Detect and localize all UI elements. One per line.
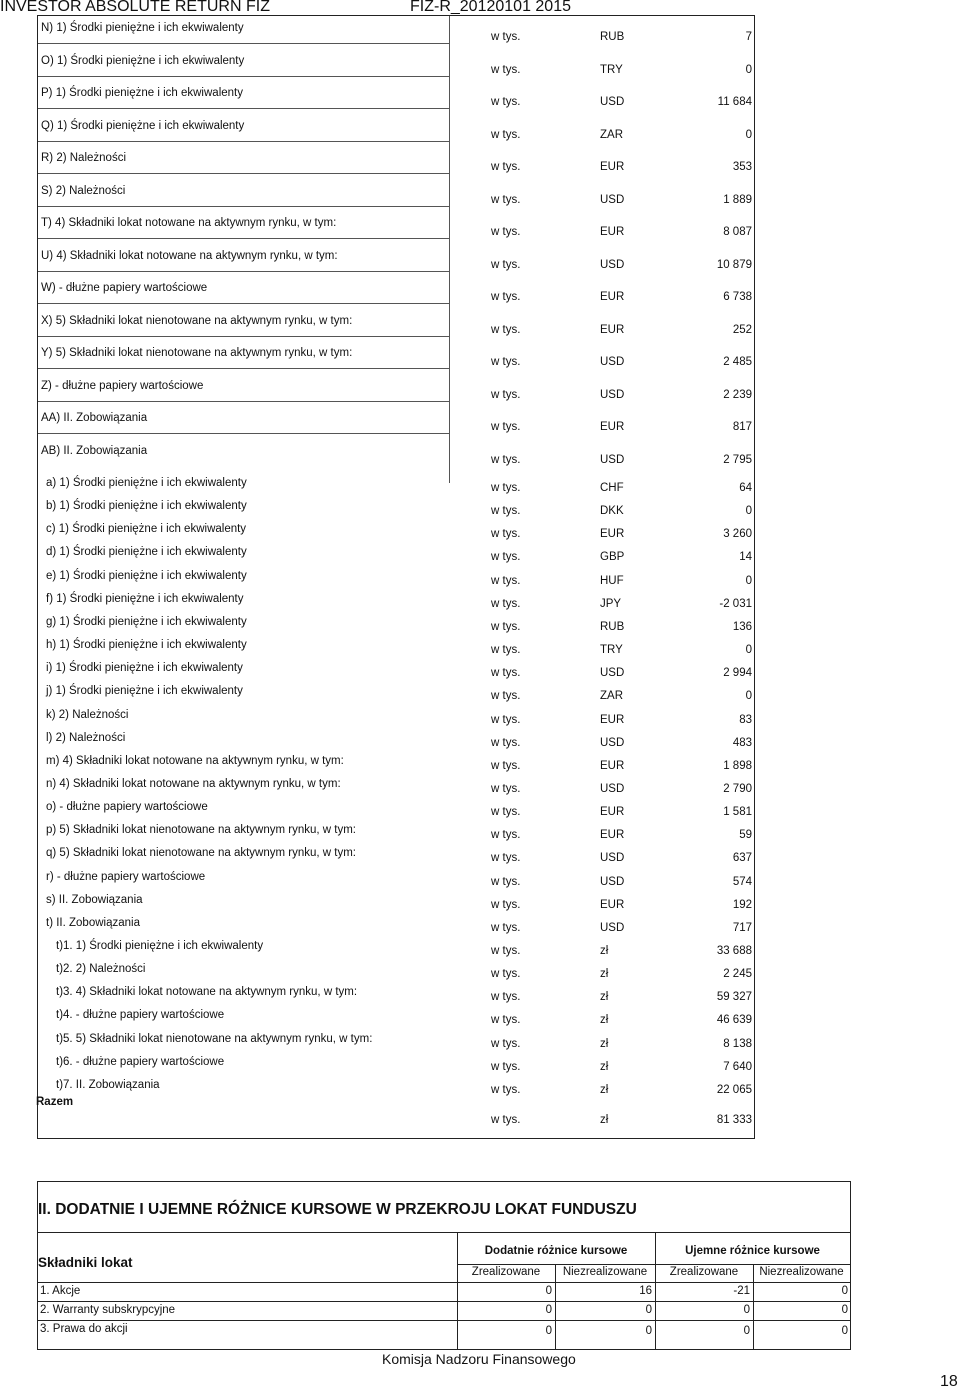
value-cell: 33 688 bbox=[716, 945, 752, 957]
value-cell: 7 640 bbox=[723, 1060, 752, 1073]
value-cell: 8 087 bbox=[723, 226, 752, 238]
currency-cell: zł bbox=[600, 991, 609, 1004]
cell-value: 0 bbox=[743, 1304, 750, 1316]
subheader-unrealized-negative: Niezrealizowane bbox=[759, 1266, 844, 1278]
value-cell: 0 bbox=[745, 690, 752, 703]
row-label: t)3. 4) Składniki lokat notowane na aktywnym rynku, w tym: bbox=[56, 986, 358, 999]
value-cell: 1 898 bbox=[723, 759, 752, 772]
row-label: p) 5) Składniki lokat nienotowane na aktywnym rynku, w tym: bbox=[46, 824, 356, 837]
value-cell: 22 065 bbox=[716, 1083, 752, 1096]
currency-cell: EUR bbox=[600, 323, 625, 336]
row-label: 2. Warranty subskrypcyjne bbox=[40, 1304, 176, 1316]
unit-cell: w tys. bbox=[491, 736, 521, 749]
row-divider bbox=[38, 238, 449, 239]
page-number: 18 bbox=[940, 1373, 958, 1390]
row-label: P) 1) Środki pieniężne i ich ekwiwalenty bbox=[41, 87, 243, 99]
row-label: t)2. 2) Należności bbox=[56, 963, 146, 976]
currency-cell: EUR bbox=[600, 161, 625, 173]
unit-cell: w tys. bbox=[491, 968, 521, 981]
unit-cell: w tys. bbox=[491, 1060, 521, 1073]
row-label: t)1. 1) Środki pieniężne i ich ekwiwalenty bbox=[56, 940, 264, 952]
section-title: II. DODATNIE I UJEMNE RÓŻNICE KURSOWE W PRZEKROJU LOKAT FUNDUSZU bbox=[38, 1201, 637, 1218]
cell-value: 0 bbox=[545, 1325, 552, 1337]
row-divider bbox=[38, 401, 449, 402]
currency-cell: zł bbox=[600, 1037, 609, 1050]
currency-cell: USD bbox=[600, 258, 625, 271]
cell-value: 0 bbox=[841, 1285, 848, 1297]
currency-cell: EUR bbox=[600, 291, 625, 303]
unit-cell: w tys. bbox=[491, 291, 521, 303]
value-cell: 7 bbox=[745, 31, 752, 43]
row-label: O) 1) Środki pieniężne i ich ekwiwalenty bbox=[41, 54, 245, 67]
value-cell: 2 994 bbox=[723, 667, 752, 680]
currency-cell: USD bbox=[600, 96, 625, 108]
value-cell: 2 245 bbox=[723, 968, 752, 981]
row-divider bbox=[38, 43, 449, 44]
cell-value: 16 bbox=[639, 1285, 652, 1297]
value-cell: 817 bbox=[732, 421, 752, 433]
unit-cell: w tys. bbox=[491, 528, 521, 541]
currency-cell: CHF bbox=[600, 482, 624, 494]
unit-cell: w tys. bbox=[491, 644, 521, 657]
row-label: S) 2) Należności bbox=[41, 184, 126, 197]
row-label: g) 1) Środki pieniężne i ich ekwiwalenty bbox=[46, 615, 247, 628]
currency-cell: DKK bbox=[600, 505, 624, 518]
value-cell: 59 327 bbox=[716, 991, 752, 1004]
unit-cell: w tys. bbox=[491, 1114, 521, 1126]
report-id-header: FIZ-R_20120101 2015 bbox=[410, 0, 571, 15]
value-cell: 483 bbox=[732, 736, 752, 749]
unit-cell: w tys. bbox=[491, 667, 521, 680]
row-label: l) 2) Należności bbox=[46, 731, 126, 744]
row-label: t)4. - dłużne papiery wartościowe bbox=[56, 1009, 225, 1022]
value-cell: 252 bbox=[732, 323, 752, 336]
value-cell: 81 333 bbox=[716, 1114, 752, 1126]
currency-cell: USD bbox=[600, 782, 625, 795]
cell-value: 0 bbox=[645, 1325, 652, 1337]
row-label: X) 5) Składniki lokat nienotowane na aktywnym rynku, w tym: bbox=[41, 314, 353, 327]
currency-cell: JPY bbox=[600, 597, 622, 610]
value-cell: 59 bbox=[739, 829, 752, 842]
unit-cell: w tys. bbox=[491, 1037, 521, 1050]
row-label: U) 4) Składniki lokat notowane na aktywnym rynku, w tym: bbox=[41, 249, 338, 262]
unit-cell: w tys. bbox=[491, 356, 521, 368]
unit-cell: w tys. bbox=[491, 690, 521, 703]
value-cell: 1 581 bbox=[723, 806, 752, 819]
currency-breakdown-table bbox=[37, 15, 755, 1139]
value-cell: 0 bbox=[745, 505, 752, 518]
row-label: i) 1) Środki pieniężne i ich ekwiwalenty bbox=[46, 662, 243, 675]
unit-cell: w tys. bbox=[491, 421, 521, 433]
row-label: r) - dłużne papiery wartościowe bbox=[46, 870, 206, 883]
row-label: AA) II. Zobowiązania bbox=[41, 412, 148, 424]
currency-cell: USD bbox=[600, 356, 625, 368]
row-divider bbox=[38, 76, 449, 77]
table-line bbox=[38, 1301, 850, 1302]
row-label: s) II. Zobowiązania bbox=[46, 893, 143, 906]
value-cell: 0 bbox=[745, 644, 752, 657]
unit-cell: w tys. bbox=[491, 226, 521, 238]
row-label: e) 1) Środki pieniężne i ich ekwiwalenty bbox=[46, 569, 247, 582]
currency-cell: zł bbox=[600, 1083, 609, 1096]
currency-cell: zł bbox=[600, 1014, 609, 1027]
currency-cell: USD bbox=[600, 193, 625, 206]
value-cell: 46 639 bbox=[716, 1014, 752, 1027]
value-cell: 136 bbox=[732, 620, 752, 633]
currency-cell: USD bbox=[600, 453, 625, 466]
currency-cell: EUR bbox=[600, 759, 625, 772]
unit-cell: w tys. bbox=[491, 505, 521, 518]
row-divider bbox=[38, 271, 449, 272]
row-header: Składniki lokat bbox=[38, 1255, 133, 1270]
row-divider bbox=[38, 303, 449, 304]
value-cell: 574 bbox=[732, 875, 752, 888]
currency-cell: USD bbox=[600, 667, 625, 680]
row-label: N) 1) Środki pieniężne i ich ekwiwalenty bbox=[41, 22, 244, 34]
currency-cell: EUR bbox=[600, 421, 625, 433]
value-cell: 8 138 bbox=[723, 1037, 752, 1050]
unit-cell: w tys. bbox=[491, 921, 521, 934]
value-cell: 14 bbox=[739, 551, 752, 564]
value-cell: 64 bbox=[739, 482, 752, 494]
value-cell: 637 bbox=[732, 852, 752, 865]
unit-cell: w tys. bbox=[491, 388, 521, 401]
value-cell: 2 485 bbox=[723, 356, 752, 368]
cell-value: 0 bbox=[645, 1304, 652, 1316]
table-line bbox=[38, 1320, 850, 1321]
table-line bbox=[38, 1232, 850, 1233]
unit-cell: w tys. bbox=[491, 193, 521, 206]
row-label: 3. Prawa do akcji bbox=[40, 1323, 128, 1335]
col-group-negative: Ujemne różnice kursowe bbox=[685, 1245, 820, 1257]
row-divider bbox=[38, 206, 449, 207]
subheader-unrealized-positive: Niezrealizowane bbox=[562, 1266, 648, 1278]
row-label: 1. Akcje bbox=[40, 1285, 81, 1297]
cell-value: 0 bbox=[545, 1304, 552, 1316]
unit-cell: w tys. bbox=[491, 852, 521, 865]
subheader-realized-negative: Zrealizowane bbox=[669, 1266, 739, 1278]
value-cell: 83 bbox=[739, 713, 752, 726]
cell-value: 0 bbox=[743, 1325, 750, 1337]
currency-cell: USD bbox=[600, 736, 625, 749]
table-line bbox=[38, 1282, 850, 1283]
currency-cell: USD bbox=[600, 852, 625, 865]
currency-cell: USD bbox=[600, 921, 625, 934]
unit-cell: w tys. bbox=[491, 829, 521, 842]
value-cell: 0 bbox=[745, 63, 752, 76]
row-label: t)7. II. Zobowiązania bbox=[56, 1078, 160, 1091]
value-cell: 717 bbox=[732, 921, 752, 934]
unit-cell: w tys. bbox=[491, 759, 521, 772]
currency-cell: EUR bbox=[600, 829, 625, 842]
value-cell: 0 bbox=[745, 574, 752, 587]
row-label: j) 1) Środki pieniężne i ich ekwiwalenty bbox=[46, 685, 243, 698]
unit-cell: w tys. bbox=[491, 875, 521, 888]
value-cell: 2 790 bbox=[723, 782, 752, 795]
currency-cell: zł bbox=[600, 1060, 609, 1073]
row-label: W) - dłużne papiery wartościowe bbox=[41, 282, 208, 294]
value-cell: 6 738 bbox=[723, 291, 752, 303]
value-cell: 192 bbox=[732, 898, 752, 911]
table-line bbox=[457, 1264, 850, 1265]
value-cell: 2 239 bbox=[723, 388, 752, 401]
unit-cell: w tys. bbox=[491, 1014, 521, 1027]
currency-cell: RUB bbox=[600, 31, 625, 43]
unit-cell: w tys. bbox=[491, 63, 521, 76]
currency-cell: EUR bbox=[600, 806, 625, 819]
row-label: Z) - dłużne papiery wartościowe bbox=[41, 379, 204, 392]
row-divider bbox=[38, 141, 449, 142]
subheader-realized-positive: Zrealizowane bbox=[471, 1266, 541, 1278]
value-cell: 0 bbox=[745, 128, 752, 141]
row-label: h) 1) Środki pieniężne i ich ekwiwalenty bbox=[46, 639, 247, 652]
footer-text: Komisja Nadzoru Finansowego bbox=[382, 1351, 576, 1367]
unit-cell: w tys. bbox=[491, 991, 521, 1004]
row-label: t)6. - dłużne papiery wartościowe bbox=[56, 1055, 225, 1068]
row-label: a) 1) Środki pieniężne i ich ekwiwalenty bbox=[46, 477, 247, 489]
row-label: f) 1) Środki pieniężne i ich ekwiwalenty bbox=[46, 592, 244, 605]
cell-value: 0 bbox=[545, 1285, 552, 1297]
unit-cell: w tys. bbox=[491, 31, 521, 43]
fund-name-header: INVESTOR ABSOLUTE RETURN FIZ bbox=[0, 0, 270, 15]
cell-value: 0 bbox=[841, 1325, 848, 1337]
unit-cell: w tys. bbox=[491, 597, 521, 610]
cell-value: -21 bbox=[733, 1285, 750, 1297]
row-label: R) 2) Należności bbox=[41, 152, 126, 164]
value-cell: -2 031 bbox=[719, 597, 752, 610]
col-group-positive: Dodatnie różnice kursowe bbox=[484, 1245, 628, 1257]
unit-cell: w tys. bbox=[491, 713, 521, 726]
row-label: AB) II. Zobowiązania bbox=[41, 444, 148, 457]
unit-cell: w tys. bbox=[491, 898, 521, 911]
currency-cell: TRY bbox=[600, 63, 623, 76]
unit-cell: w tys. bbox=[491, 482, 521, 494]
row-divider bbox=[38, 173, 449, 174]
unit-cell: w tys. bbox=[491, 258, 521, 271]
unit-cell: w tys. bbox=[491, 1083, 521, 1096]
currency-cell: ZAR bbox=[600, 128, 623, 141]
unit-cell: w tys. bbox=[491, 161, 521, 173]
unit-cell: w tys. bbox=[491, 574, 521, 587]
row-label: m) 4) Składniki lokat notowane na aktywnym rynku, w tym: bbox=[46, 754, 344, 767]
value-cell: 1 889 bbox=[723, 193, 752, 206]
row-label: Q) 1) Środki pieniężne i ich ekwiwalenty bbox=[41, 119, 245, 132]
row-label: d) 1) Środki pieniężne i ich ekwiwalenty bbox=[46, 546, 247, 559]
row-divider bbox=[38, 433, 449, 434]
currency-cell: EUR bbox=[600, 898, 625, 911]
unit-cell: w tys. bbox=[491, 453, 521, 466]
unit-cell: w tys. bbox=[491, 551, 521, 564]
unit-cell: w tys. bbox=[491, 620, 521, 633]
currency-cell: EUR bbox=[600, 713, 625, 726]
row-label: b) 1) Środki pieniężne i ich ekwiwalenty bbox=[46, 500, 247, 513]
unit-cell: w tys. bbox=[491, 806, 521, 819]
unit-cell: w tys. bbox=[491, 945, 521, 957]
row-divider bbox=[38, 336, 449, 337]
row-label: Y) 5) Składniki lokat nienotowane na aktywnym rynku, w tym: bbox=[41, 347, 353, 359]
currency-cell: USD bbox=[600, 388, 625, 401]
value-cell: 11 684 bbox=[717, 96, 752, 108]
row-divider bbox=[38, 368, 449, 369]
unit-cell: w tys. bbox=[491, 782, 521, 795]
cell-value: 0 bbox=[841, 1304, 848, 1316]
currency-cell: USD bbox=[600, 875, 625, 888]
value-cell: 2 795 bbox=[723, 453, 752, 466]
unit-cell: w tys. bbox=[491, 96, 521, 108]
currency-cell: zł bbox=[600, 945, 609, 957]
exchange-differences-table bbox=[37, 1181, 851, 1350]
currency-cell: EUR bbox=[600, 528, 625, 541]
currency-cell: TRY bbox=[600, 644, 623, 657]
unit-cell: w tys. bbox=[491, 128, 521, 141]
row-label: k) 2) Należności bbox=[46, 708, 129, 721]
row-label: c) 1) Środki pieniężne i ich ekwiwalenty bbox=[46, 523, 247, 536]
value-cell: 3 260 bbox=[723, 528, 752, 541]
column-divider bbox=[449, 16, 450, 483]
value-cell: 353 bbox=[732, 161, 752, 173]
row-label: t) II. Zobowiązania bbox=[46, 916, 140, 929]
row-divider bbox=[38, 108, 449, 109]
row-label: n) 4) Składniki lokat notowane na aktywnym rynku, w tym: bbox=[46, 777, 341, 790]
total-label: Razem bbox=[36, 1096, 74, 1108]
currency-cell: ZAR bbox=[600, 690, 623, 703]
row-label: q) 5) Składniki lokat nienotowane na aktywnym rynku, w tym: bbox=[46, 847, 356, 860]
currency-cell: zł bbox=[600, 1114, 609, 1126]
row-label: t)5. 5) Składniki lokat nienotowane na aktywnym rynku, w tym: bbox=[56, 1032, 373, 1045]
currency-cell: EUR bbox=[600, 226, 625, 238]
row-label: T) 4) Składniki lokat notowane na aktywnym rynku, w tym: bbox=[41, 217, 337, 229]
currency-cell: RUB bbox=[600, 620, 625, 633]
currency-cell: HUF bbox=[600, 574, 624, 587]
currency-cell: zł bbox=[600, 968, 609, 981]
row-label: o) - dłużne papiery wartościowe bbox=[46, 801, 208, 814]
unit-cell: w tys. bbox=[491, 323, 521, 336]
value-cell: 10 879 bbox=[716, 258, 752, 271]
currency-cell: GBP bbox=[600, 551, 625, 564]
